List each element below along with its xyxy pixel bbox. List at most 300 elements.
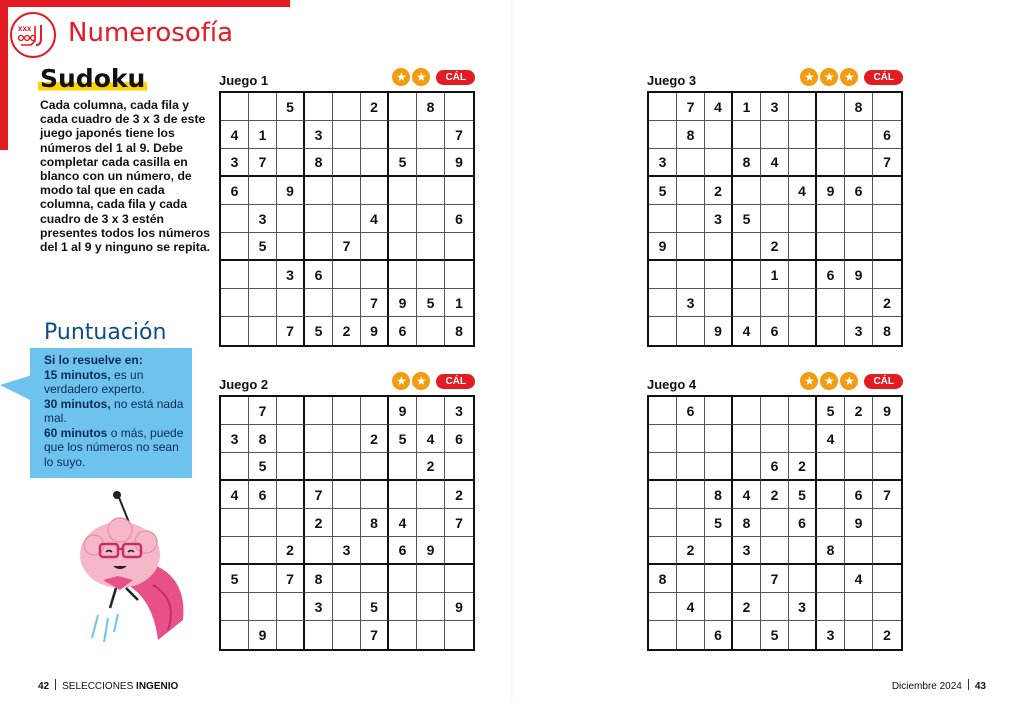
sudoku-cell[interactable] [445, 453, 473, 481]
sudoku-cell[interactable] [817, 453, 845, 481]
sudoku-cell: 7 [677, 93, 705, 121]
sudoku-cell[interactable] [305, 205, 333, 233]
sudoku-cell[interactable] [649, 453, 677, 481]
sudoku-cell[interactable] [845, 233, 873, 261]
sudoku-cell: 4 [705, 93, 733, 121]
sudoku-cell[interactable] [333, 261, 361, 289]
sudoku-cell[interactable] [845, 593, 873, 621]
sudoku-cell[interactable] [221, 593, 249, 621]
sudoku-cell[interactable] [361, 149, 389, 177]
sudoku-cell: 9 [361, 317, 389, 345]
dots-numbers-icon [17, 21, 49, 49]
sudoku-cell[interactable] [789, 425, 817, 453]
sudoku-cell[interactable] [417, 261, 445, 289]
publication-name: SELECCIONES [62, 681, 134, 692]
sudoku-cell[interactable] [677, 481, 705, 509]
sudoku-cell[interactable] [733, 261, 761, 289]
sudoku-cell: 4 [221, 481, 249, 509]
sudoku-cell[interactable] [733, 397, 761, 425]
sudoku-cell[interactable] [277, 121, 305, 149]
sudoku-cell[interactable] [845, 121, 873, 149]
difficulty-badge: CÁL [436, 70, 475, 85]
sudoku-cell[interactable] [733, 453, 761, 481]
sudoku-cell[interactable] [305, 233, 333, 261]
sudoku-cell[interactable] [333, 509, 361, 537]
sudoku-cell[interactable] [733, 177, 761, 205]
sudoku-cell[interactable] [677, 453, 705, 481]
left-red-edge [0, 0, 8, 150]
sudoku-cell[interactable] [817, 205, 845, 233]
sudoku-cell[interactable] [845, 149, 873, 177]
sudoku-cell[interactable] [873, 565, 901, 593]
page-fold [511, 0, 513, 703]
sudoku-cell: 4 [417, 425, 445, 453]
sudoku-cell[interactable] [649, 317, 677, 345]
sudoku-cell[interactable] [417, 205, 445, 233]
sudoku-cell[interactable] [305, 289, 333, 317]
sudoku-cell[interactable] [389, 93, 417, 121]
sudoku-cell[interactable] [389, 593, 417, 621]
sudoku-cell[interactable] [677, 177, 705, 205]
sudoku-cell[interactable] [817, 481, 845, 509]
sudoku-cell[interactable] [249, 289, 277, 317]
sudoku-cell: 6 [445, 425, 473, 453]
sudoku-cell[interactable] [277, 621, 305, 649]
sudoku-cell[interactable] [705, 149, 733, 177]
sudoku-cell[interactable] [677, 425, 705, 453]
sudoku-cell[interactable] [417, 121, 445, 149]
sudoku-cell: 2 [445, 481, 473, 509]
sudoku-cell[interactable] [333, 149, 361, 177]
sudoku-cell[interactable] [277, 425, 305, 453]
sudoku-cell[interactable] [705, 261, 733, 289]
score-time-2: 30 minutos, [44, 396, 111, 411]
sudoku-cell: 5 [221, 565, 249, 593]
sudoku-cell[interactable] [221, 233, 249, 261]
sudoku-cell[interactable] [649, 537, 677, 565]
sudoku-cell[interactable] [649, 205, 677, 233]
sudoku-cell[interactable] [445, 537, 473, 565]
sudoku-cell[interactable] [417, 149, 445, 177]
sudoku-cell[interactable] [249, 93, 277, 121]
sudoku-cell[interactable] [221, 93, 249, 121]
sudoku-cell[interactable] [389, 621, 417, 649]
sudoku-cell[interactable] [873, 509, 901, 537]
sudoku-cell[interactable] [277, 453, 305, 481]
score-time-1: 15 minutos, [44, 367, 111, 382]
sudoku-cell[interactable] [221, 261, 249, 289]
puzzle-title: Juego 1 [219, 73, 269, 88]
sudoku-cell[interactable] [333, 397, 361, 425]
sudoku-cell[interactable] [761, 509, 789, 537]
sudoku-grid [647, 395, 903, 651]
sudoku-cell[interactable] [333, 565, 361, 593]
sudoku-cell[interactable] [221, 453, 249, 481]
sudoku-cell: 5 [305, 317, 333, 345]
sudoku-cell[interactable] [417, 177, 445, 205]
score-text-1: es un verdadero experto. [44, 367, 145, 396]
star-icon: ★ [800, 68, 818, 86]
sudoku-cell: 3 [817, 621, 845, 649]
sudoku-cell: 8 [733, 149, 761, 177]
sudoku-cell[interactable] [873, 453, 901, 481]
footer-separator [968, 679, 969, 690]
sudoku-cell: 6 [389, 537, 417, 565]
sudoku-cell: 8 [455, 323, 463, 339]
sudoku-cell: 6 [221, 177, 249, 205]
sudoku-cell[interactable] [277, 149, 305, 177]
sudoku-cell[interactable] [417, 233, 445, 261]
sudoku-cell[interactable] [677, 317, 705, 345]
sudoku-cell[interactable] [649, 93, 677, 121]
sudoku-cell: 7 [305, 481, 333, 509]
sudoku-cell: 8 [249, 425, 277, 453]
sudoku-cell[interactable] [361, 121, 389, 149]
sudoku-cell[interactable] [817, 149, 845, 177]
sudoku-cell[interactable] [789, 261, 817, 289]
sudoku-cell[interactable] [817, 93, 845, 121]
star-icon: ★ [840, 68, 858, 86]
sudoku-cell[interactable] [445, 233, 473, 261]
sudoku-cell[interactable] [789, 289, 817, 317]
sudoku-cell: 9 [249, 621, 277, 649]
sudoku-cell[interactable] [873, 593, 901, 621]
sudoku-cell: 2 [417, 453, 445, 481]
sudoku-cell: 5 [389, 425, 417, 453]
sudoku-cell[interactable] [761, 593, 789, 621]
sudoku-cell[interactable] [873, 233, 901, 261]
sudoku-cell[interactable] [305, 537, 333, 565]
sudoku-cell[interactable] [389, 205, 417, 233]
header-red-bar [0, 0, 290, 7]
sudoku-cell[interactable] [277, 593, 305, 621]
sudoku-cell[interactable] [277, 205, 305, 233]
sudoku-cell[interactable] [389, 453, 417, 481]
sudoku-cell[interactable] [417, 621, 445, 649]
sudoku-cell[interactable] [417, 509, 445, 537]
sudoku-cell[interactable] [761, 397, 789, 425]
section-logo [10, 12, 56, 58]
score-box-pointer [0, 375, 32, 401]
sudoku-cell[interactable] [389, 177, 417, 205]
sudoku-cell[interactable] [677, 621, 705, 649]
sudoku-cell: 9 [873, 397, 901, 425]
sudoku-cell[interactable] [789, 621, 817, 649]
sudoku-cell[interactable] [677, 205, 705, 233]
sudoku-cell[interactable] [705, 121, 733, 149]
sudoku-cell: 3 [677, 289, 705, 317]
sudoku-cell[interactable] [677, 233, 705, 261]
sudoku-cell[interactable] [333, 93, 361, 121]
sudoku-cell[interactable] [333, 121, 361, 149]
sudoku-cell: 3 [221, 425, 249, 453]
footer-separator [55, 679, 56, 690]
sudoku-cell[interactable] [305, 397, 333, 425]
sudoku-cell[interactable] [677, 565, 705, 593]
right-page-number: 43 [974, 681, 986, 692]
sudoku-cell[interactable] [249, 537, 277, 565]
sudoku-cell[interactable] [789, 93, 817, 121]
sudoku-cell: 4 [845, 565, 873, 593]
sudoku-cell[interactable] [361, 453, 389, 481]
sudoku-cell[interactable] [221, 509, 249, 537]
sudoku-cell[interactable] [389, 261, 417, 289]
sudoku-cell: 7 [873, 481, 901, 509]
sudoku-cell[interactable] [817, 233, 845, 261]
sudoku-cell[interactable] [649, 289, 677, 317]
sudoku-cell: 2 [333, 317, 361, 345]
sudoku-cell[interactable] [249, 565, 277, 593]
sudoku-cell[interactable] [845, 205, 873, 233]
sudoku-cell: 9 [817, 177, 845, 205]
sudoku-cell[interactable] [305, 453, 333, 481]
sudoku-cell[interactable] [277, 481, 305, 509]
sudoku-cell[interactable] [845, 621, 873, 649]
sudoku-cell: 2 [361, 425, 389, 453]
sudoku-cell[interactable] [761, 289, 789, 317]
sudoku-cell: 2 [361, 93, 389, 121]
sudoku-cell[interactable] [705, 289, 733, 317]
left-page-number: 42 [38, 681, 50, 692]
sudoku-cell[interactable] [333, 593, 361, 621]
sudoku-cell: 8 [845, 93, 873, 121]
sudoku-cell[interactable] [705, 425, 733, 453]
sudoku-cell[interactable] [361, 177, 389, 205]
sudoku-cell[interactable] [361, 397, 389, 425]
puzzle-title: Juego 3 [647, 73, 697, 88]
sudoku-cell[interactable] [733, 565, 761, 593]
sudoku-cell: 3 [305, 121, 333, 149]
sudoku-cell: 3 [277, 261, 305, 289]
sudoku-cell[interactable] [733, 289, 761, 317]
sudoku-cell[interactable] [705, 233, 733, 261]
footer-left [38, 679, 178, 692]
sudoku-cell[interactable] [789, 205, 817, 233]
sudoku-cell[interactable] [789, 397, 817, 425]
sudoku-cell: 4 [361, 205, 389, 233]
sudoku-cell[interactable] [789, 121, 817, 149]
sudoku-cell[interactable] [873, 205, 901, 233]
sudoku-cell: 8 [305, 149, 333, 177]
sudoku-cell[interactable] [677, 261, 705, 289]
sudoku-cell: 7 [361, 621, 389, 649]
sudoku-cell[interactable] [873, 261, 901, 289]
sudoku-cell[interactable] [733, 121, 761, 149]
sudoku-cell[interactable] [417, 481, 445, 509]
sudoku-cell[interactable] [845, 289, 873, 317]
sudoku-cell[interactable] [789, 537, 817, 565]
sudoku-cell[interactable] [221, 289, 249, 317]
sudoku-cell[interactable] [333, 621, 361, 649]
sudoku-cell[interactable] [221, 621, 249, 649]
sudoku-cell[interactable] [817, 289, 845, 317]
sudoku-cell[interactable] [417, 565, 445, 593]
sudoku-cell[interactable] [333, 453, 361, 481]
sudoku-cell[interactable] [445, 621, 473, 649]
sudoku-cell[interactable] [817, 317, 845, 345]
sudoku-cell: 9 [417, 537, 445, 565]
sudoku-cell: 2 [705, 177, 733, 205]
puzzle-title: Juego 4 [647, 377, 697, 392]
footer-right [892, 679, 986, 692]
sudoku-cell[interactable] [649, 261, 677, 289]
sudoku-cell[interactable] [221, 537, 249, 565]
sudoku-cell[interactable] [649, 425, 677, 453]
sudoku-cell[interactable] [249, 317, 277, 345]
sudoku-cell[interactable] [817, 593, 845, 621]
sudoku-cell[interactable] [677, 509, 705, 537]
sudoku-cell[interactable] [333, 177, 361, 205]
sudoku-cell: 2 [845, 397, 873, 425]
sudoku-cell[interactable] [249, 593, 277, 621]
sudoku-cell: 8 [705, 481, 733, 509]
sudoku-cell: 7 [277, 317, 305, 345]
sudoku-cell[interactable] [761, 537, 789, 565]
sudoku-cell[interactable] [789, 565, 817, 593]
sudoku-cell[interactable] [817, 509, 845, 537]
sudoku-cell[interactable] [389, 565, 417, 593]
sudoku-cell[interactable] [305, 177, 333, 205]
sudoku-cell[interactable] [677, 149, 705, 177]
sudoku-cell[interactable] [845, 453, 873, 481]
sudoku-cell: 3 [221, 149, 249, 177]
sudoku-cell[interactable] [705, 453, 733, 481]
sudoku-cell[interactable] [445, 261, 473, 289]
sudoku-cell: 5 [249, 453, 277, 481]
sudoku-cell[interactable] [361, 233, 389, 261]
sudoku-cell: 8 [733, 509, 761, 537]
sudoku-cell[interactable] [761, 205, 789, 233]
sudoku-cell[interactable] [221, 205, 249, 233]
score-box [30, 348, 192, 478]
star-icon: ★ [840, 372, 858, 390]
sudoku-cell[interactable] [361, 537, 389, 565]
sudoku-cell: 3 [249, 205, 277, 233]
sudoku-cell: 4 [817, 425, 845, 453]
sudoku-cell[interactable] [705, 397, 733, 425]
sudoku-cell: 2 [789, 453, 817, 481]
sudoku-cell[interactable] [249, 261, 277, 289]
brain-mascot-illustration [58, 490, 198, 650]
sudoku-cell[interactable] [361, 481, 389, 509]
sudoku-cell: 6 [389, 317, 417, 345]
sudoku-cell[interactable] [333, 481, 361, 509]
sudoku-cell[interactable] [649, 509, 677, 537]
sudoku-cell[interactable] [249, 177, 277, 205]
sudoku-cell[interactable] [705, 565, 733, 593]
score-text-2: no está nada mal. [44, 396, 184, 425]
sudoku-cell: 2 [733, 593, 761, 621]
sudoku-cell[interactable] [333, 425, 361, 453]
sudoku-cell[interactable] [445, 93, 473, 121]
sudoku-cell[interactable] [445, 565, 473, 593]
sudoku-cell[interactable] [649, 397, 677, 425]
sudoku-cell[interactable] [845, 537, 873, 565]
star-icon: ★ [392, 372, 410, 390]
sudoku-cell[interactable] [221, 317, 249, 345]
sudoku-cell[interactable] [417, 317, 445, 345]
sudoku-cell[interactable] [249, 509, 277, 537]
sudoku-cell: 2 [277, 537, 305, 565]
sudoku-cell[interactable] [873, 177, 901, 205]
sudoku-cell[interactable] [649, 121, 677, 149]
sudoku-cell: 5 [761, 621, 789, 649]
sudoku-cell[interactable] [333, 289, 361, 317]
sudoku-cell[interactable] [761, 425, 789, 453]
sudoku-cell[interactable] [873, 425, 901, 453]
sudoku-cell[interactable] [817, 121, 845, 149]
sudoku-cell[interactable] [649, 621, 677, 649]
sudoku-cell[interactable] [789, 233, 817, 261]
score-time-3: 60 minutos [44, 425, 108, 440]
sudoku-cell[interactable] [417, 397, 445, 425]
sudoku-cell: 7 [445, 509, 473, 537]
sudoku-cell[interactable] [761, 177, 789, 205]
instructions-text: Cada columna, cada fila y cada cuadro de 3 x 3 de este juego japonés tiene los números del 1 al 9. Debe completar cada casilla en blanco con un número, de modo tal que en cada columna, cada fila y cada cuadro de 3 x 3 estén presentes todos los números del 1 al 9 y ninguno se repita. [40, 98, 210, 255]
sudoku-cell: 2 [305, 509, 333, 537]
sudoku-cell: 4 [733, 481, 761, 509]
sudoku-cell[interactable] [733, 233, 761, 261]
sudoku-cell[interactable] [445, 177, 473, 205]
sudoku-cell: 9 [845, 261, 873, 289]
sudoku-cell: 6 [249, 481, 277, 509]
sudoku-cell: 4 [761, 149, 789, 177]
sudoku-cell[interactable] [361, 261, 389, 289]
sudoku-cell[interactable] [873, 537, 901, 565]
svg-text:xxx: xxx [18, 24, 32, 33]
sudoku-cell[interactable] [845, 425, 873, 453]
sudoku-cell[interactable] [649, 593, 677, 621]
sudoku-cell[interactable] [789, 149, 817, 177]
sudoku-cell[interactable] [361, 565, 389, 593]
sudoku-cell[interactable] [789, 317, 817, 345]
star-icon: ★ [820, 372, 838, 390]
sudoku-cell[interactable] [305, 425, 333, 453]
sudoku-cell[interactable] [221, 397, 249, 425]
sudoku-title: Sudoku [40, 64, 146, 93]
sudoku-cell: 4 [789, 177, 817, 205]
sudoku-cell[interactable] [873, 93, 901, 121]
sudoku-cell[interactable] [733, 621, 761, 649]
difficulty-indicator [800, 68, 903, 86]
sudoku-cell[interactable] [817, 565, 845, 593]
sudoku-cell[interactable] [277, 509, 305, 537]
sudoku-cell[interactable] [277, 233, 305, 261]
score-lead: Si lo resuelve en: [44, 353, 143, 367]
sudoku-cell: 9 [277, 177, 305, 205]
sudoku-cell[interactable] [705, 593, 733, 621]
sudoku-cell[interactable] [389, 233, 417, 261]
sudoku-cell[interactable] [389, 481, 417, 509]
sudoku-cell: 6 [845, 177, 873, 205]
sudoku-cell[interactable] [389, 121, 417, 149]
sudoku-cell[interactable] [705, 537, 733, 565]
brand-name: INGENIO [136, 681, 179, 692]
sudoku-cell[interactable] [649, 481, 677, 509]
sudoku-cell: 2 [677, 537, 705, 565]
sudoku-cell[interactable] [733, 425, 761, 453]
difficulty-badge: CÁL [864, 70, 903, 85]
sudoku-cell[interactable] [277, 289, 305, 317]
sudoku-cell[interactable] [277, 397, 305, 425]
sudoku-cell: 3 [845, 317, 873, 345]
sudoku-cell[interactable] [305, 621, 333, 649]
sudoku-cell[interactable] [761, 121, 789, 149]
sudoku-cell: 6 [873, 121, 901, 149]
sudoku-cell[interactable] [305, 93, 333, 121]
sudoku-cell[interactable] [333, 205, 361, 233]
sudoku-cell[interactable] [417, 593, 445, 621]
